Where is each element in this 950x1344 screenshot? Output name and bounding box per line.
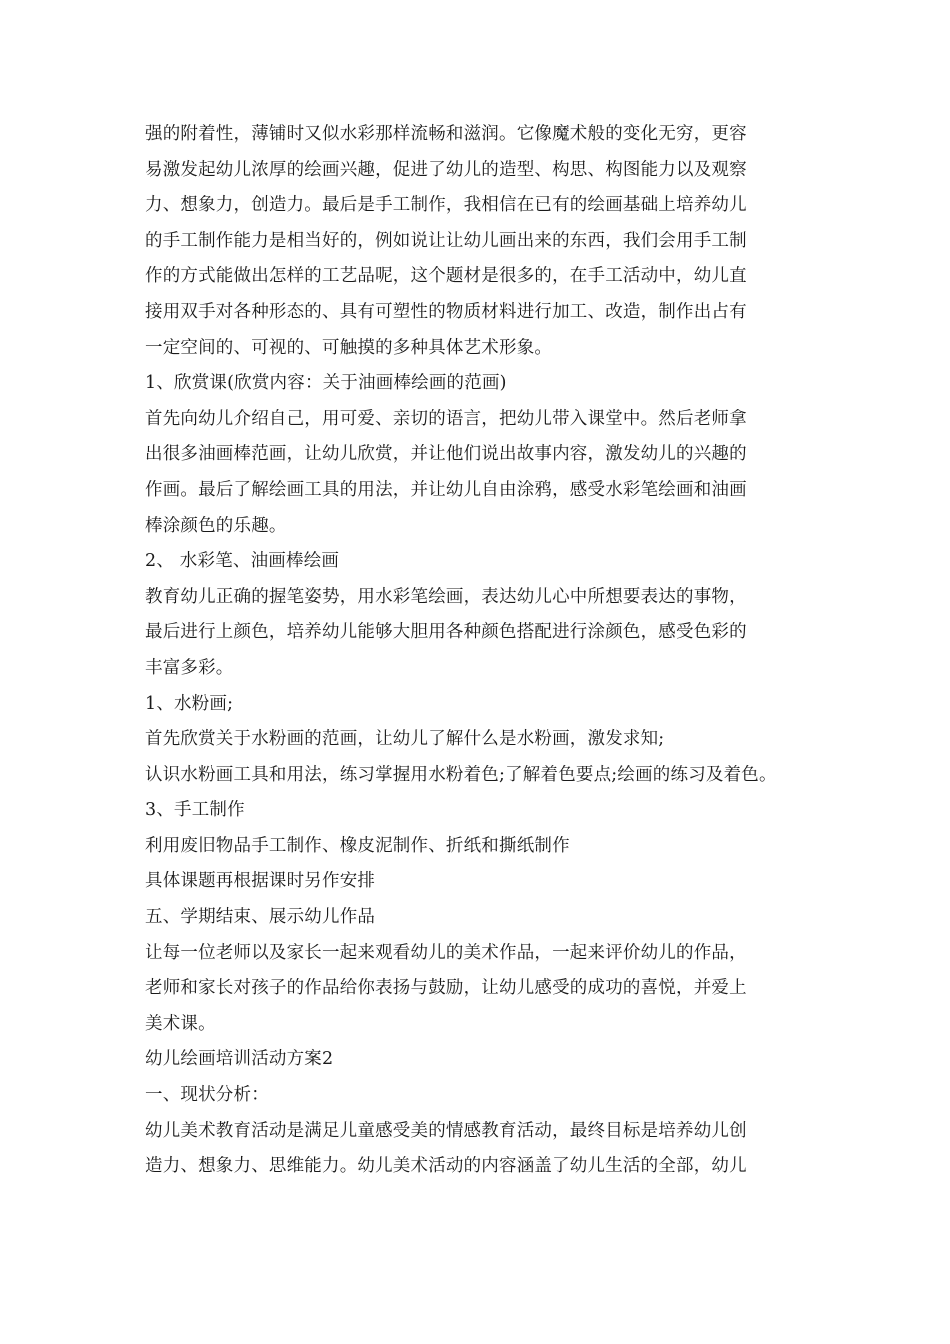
text-line: 一、现状分析： bbox=[145, 1085, 269, 1106]
section-title-plan-2 bbox=[145, 1042, 825, 1078]
paragraph-term-end-exhibition bbox=[145, 936, 825, 1043]
text-line: 2、 水彩笔、油画棒绘画 bbox=[145, 551, 340, 572]
text-line: 幼儿绘画培训活动方案2 bbox=[145, 1049, 334, 1070]
paragraph-watercolor-pen-drawing bbox=[145, 580, 825, 687]
text-line: 首先欣赏关于水粉画的范画，让幼儿了解什么是水粉画，激发求知; bbox=[145, 729, 665, 750]
paragraph-gouache-tools bbox=[145, 758, 825, 794]
text-line: 出很多油画棒范画，让幼儿欣赏，并让他们说出故事内容，激发幼儿的兴趣的 bbox=[145, 444, 747, 465]
text-line: 老师和家长对孩子的作品给你表扬与鼓励，让幼儿感受的成功的喜悦，并爱上 bbox=[145, 978, 747, 999]
paragraph-current-situation bbox=[145, 1114, 825, 1185]
text-line: 五、学期结束、展示幼儿作品 bbox=[145, 907, 376, 928]
paragraph-appreciation-class bbox=[145, 402, 825, 544]
document-body bbox=[145, 117, 825, 1185]
heading-current-situation bbox=[145, 1078, 825, 1114]
text-line: 的手工制作能力是相当好的，例如说让让幼儿画出来的东西，我们会用手工制 bbox=[145, 230, 747, 251]
text-line: 最后进行上颜色，培养幼儿能够大胆用各种颜色搭配进行涂颜色，感受色彩的 bbox=[145, 622, 747, 643]
heading-gouache bbox=[145, 687, 825, 723]
text-line: 具体课题再根据课时另作安排 bbox=[145, 871, 376, 892]
paragraph-schedule-note bbox=[145, 864, 825, 900]
text-line: 利用废旧物品手工制作、橡皮泥制作、折纸和撕纸制作 bbox=[145, 835, 570, 856]
text-line: 认识水粉画工具和用法，练习掌握用水粉着色;了解着色要点;绘画的练习及着色。 bbox=[145, 764, 777, 785]
paragraph-oil-pastel-description bbox=[145, 117, 825, 366]
text-line: 丰富多彩。 bbox=[145, 657, 234, 678]
text-line: 教育幼儿正确的握笔姿势，用水彩笔绘画，表达幼儿心中所想要表达的事物， bbox=[145, 586, 747, 607]
text-line: 造力、想象力、思维能力。幼儿美术活动的内容涵盖了幼儿生活的全部，幼儿 bbox=[145, 1156, 747, 1177]
text-line: 一定空间的、可视的、可触摸的多种具体艺术形象。 bbox=[145, 337, 553, 358]
paragraph-gouache-appreciation bbox=[145, 722, 825, 758]
text-line: 强的附着性，薄铺时又似水彩那样流畅和滋润。它像魔术般的变化无穷，更容 bbox=[145, 124, 747, 144]
text-line: 美术课。 bbox=[145, 1013, 216, 1034]
text-line: 作的方式能做出怎样的工艺品呢，这个题材是很多的，在手工活动中，幼儿直 bbox=[145, 266, 747, 287]
heading-handicraft bbox=[145, 793, 825, 829]
text-line: 1、欣赏课(欣赏内容：关于油画棒绘画的范画) bbox=[145, 373, 507, 394]
text-line: 易激发起幼儿浓厚的绘画兴趣，促进了幼儿的造型、构思、构图能力以及观察 bbox=[145, 159, 747, 180]
text-line: 3、手工制作 bbox=[145, 800, 245, 821]
heading-term-end-exhibition bbox=[145, 900, 825, 936]
text-line: 1、水粉画; bbox=[145, 693, 234, 714]
text-line: 棒涂颜色的乐趣。 bbox=[145, 515, 287, 536]
heading-watercolor-pen-drawing bbox=[145, 544, 825, 580]
text-line: 接用双手对各种形态的、具有可塑性的物质材料进行加工、改造，制作出占有 bbox=[145, 301, 747, 322]
text-line: 幼儿美术教育活动是满足儿童感受美的情感教育活动，最终目标是培养幼儿创 bbox=[145, 1120, 747, 1141]
paragraph-handicraft-materials bbox=[145, 829, 825, 865]
text-line: 力、想象力，创造力。最后是手工制作，我相信在已有的绘画基础上培养幼儿 bbox=[145, 195, 747, 216]
text-line: 让每一位老师以及家长一起来观看幼儿的美术作品，一起来评价幼儿的作品， bbox=[145, 942, 747, 963]
text-line: 作画。最后了解绘画工具的用法，并让幼儿自由涂鸦，感受水彩笔绘画和油画 bbox=[145, 479, 747, 500]
text-line: 首先向幼儿介绍自己，用可爱、亲切的语言，把幼儿带入课堂中。然后老师拿 bbox=[145, 408, 747, 429]
heading-appreciation-class bbox=[145, 366, 825, 402]
